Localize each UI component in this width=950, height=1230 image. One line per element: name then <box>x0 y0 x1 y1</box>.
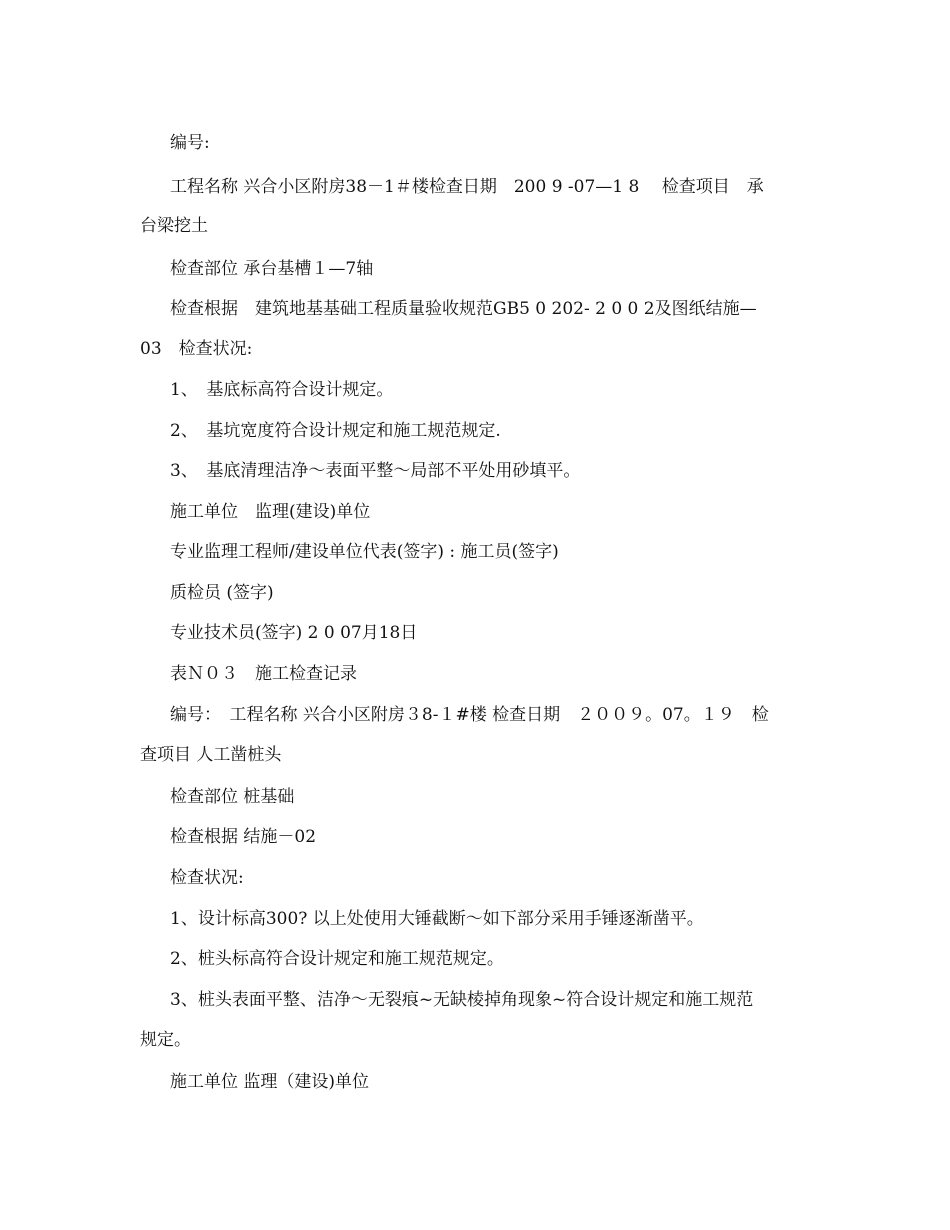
serial-number-label: 编号: <box>170 133 210 153</box>
signature-line-technician: 专业技术员(签字) 2 0 07月18日 <box>170 623 418 643</box>
status-item-3: 3、 基底清理洁净～表面平整～局部不平处用砂填平。 <box>170 461 581 481</box>
inspection-basis: 检查根据 建筑地基基础工程质量验收规范GB5 0 202- 2 0 0 2及图纸结施— <box>170 299 757 319</box>
units-line: 施工单位 监理(建设)单位 <box>170 502 371 522</box>
status-item-1: 1、 基底标高符合设计规定。 <box>170 380 394 400</box>
status-item-1-b: 1、设计标高300? 以上处使用大锤截断～如下部分采用手锤逐渐凿平。 <box>170 909 704 929</box>
signature-line-inspector: 质检员 (签字) <box>170 583 274 603</box>
signature-line-supervisor: 专业监理工程师/建设单位代表(签字) : 施工员(签字) <box>170 542 559 562</box>
status-item-2: 2、 基坑宽度符合设计规定和施工规范规定. <box>170 421 501 441</box>
inspection-location-2: 检查部位 桩基础 <box>170 787 295 807</box>
status-item-3-b-continuation: 规定。 <box>140 1030 191 1050</box>
inspection-status-label: 检查状况: <box>170 868 244 888</box>
status-item-2-b: 2、桩头标高符合设计规定和施工规范规定。 <box>170 949 504 969</box>
units-line-2: 施工单位 监理（建设)单位 <box>170 1072 370 1092</box>
project-info-line: 工程名称 兴合小区附房38－1＃楼检查日期 200 9 -07—1 8 检查项目 承 <box>170 177 764 197</box>
status-item-3-b: 3、桩头表面平整、洁净～无裂痕~无缺棱掉角现象~符合设计规定和施工规范 <box>170 990 754 1010</box>
inspection-basis-continuation: 03 检查状况: <box>140 339 253 359</box>
inspection-basis-2: 检查根据 结施－02 <box>170 827 317 847</box>
project-info-line-2: 编号： 工程名称 兴合小区附房３8-１#楼 检查日期 ２００９。07。１９ 检 <box>170 705 769 725</box>
form-title: 表Ｎ０３ 施工检查记录 <box>170 664 357 684</box>
project-info-continuation: 台梁挖土 <box>140 216 208 236</box>
project-info-continuation-2: 查项目 人工凿桩头 <box>140 745 282 765</box>
inspection-location: 检查部位 承台基槽１—7轴 <box>170 259 374 279</box>
